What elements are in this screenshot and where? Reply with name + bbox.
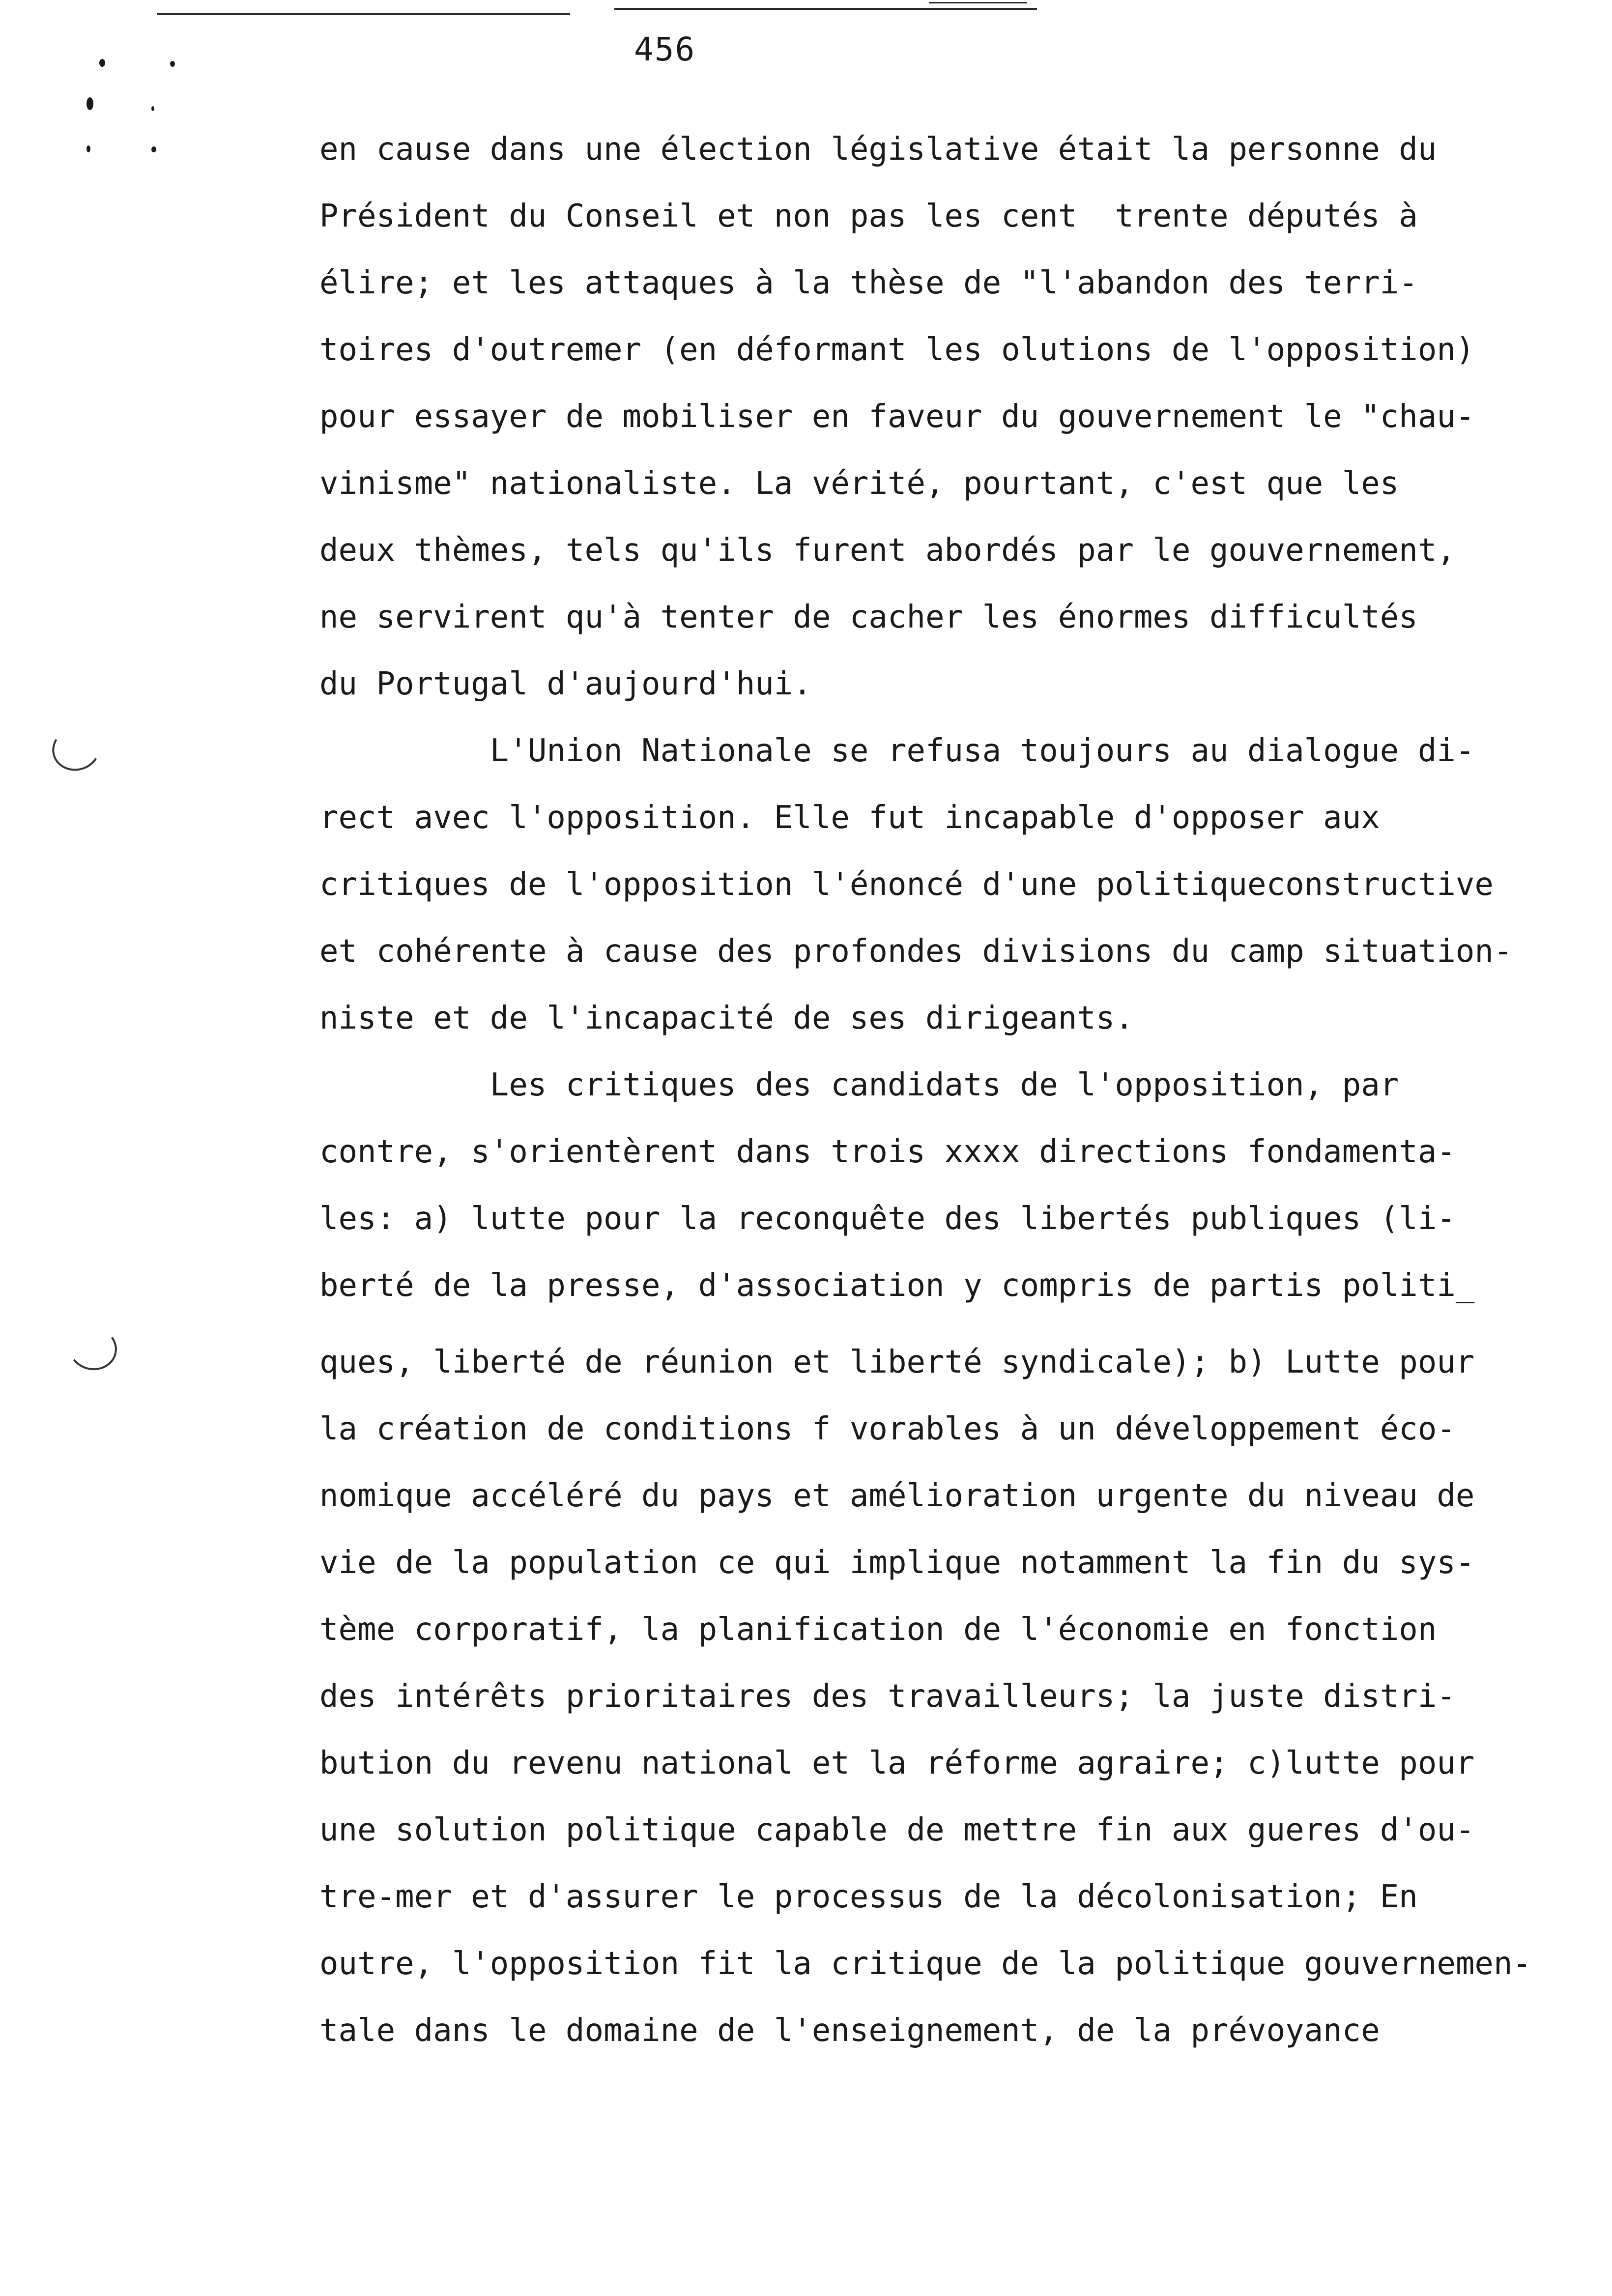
text-line: tale dans le domaine de l'enseignement, de la prévoyance	[319, 2012, 1380, 2049]
text-line: du Portugal d'aujourd'hui.	[319, 666, 812, 702]
text-line: outre, l'opposition fit la critique de la politique gouvernemen-	[319, 1946, 1531, 1982]
margin-dot	[151, 146, 156, 152]
text-line: deux thèmes, tels qu'ils furent abordés par le gouvernement,	[319, 532, 1456, 569]
text-line: Président du Conseil et non pas les cent trente députés à	[319, 198, 1418, 234]
text-line: vinisme" nationaliste. La vérité, pourtant, c'est que les	[319, 465, 1399, 502]
text-line: vie de la population ce qui implique notamment la fin du sys-	[319, 1545, 1475, 1581]
text-line: nomique accéléré du pays et amélioration urgente du niveau de	[319, 1478, 1475, 1514]
text-line: tre-mer et d'assurer le processus de la décolonisation; En	[319, 1879, 1418, 1915]
text-line: ne servirent qu'à tenter de cacher les énormes difficultés	[319, 599, 1418, 635]
text-line: des intérêts prioritaires des travailleurs; la juste distri-	[319, 1678, 1456, 1715]
text-line: Les critiques des candidats de l'opposition, par	[319, 1067, 1399, 1103]
text-line: toires d'outremer (en déformant les olutions de l'opposition)	[319, 332, 1475, 368]
top-rule-right	[929, 2, 1027, 3]
margin-dot	[170, 61, 175, 67]
top-rule-left	[157, 13, 570, 15]
text-line: tème corporatif, la planification de l'économie en fonction	[319, 1611, 1437, 1648]
margin-curve	[47, 722, 105, 776]
text-line: pour essayer de mobiliser en faveur du gouvernement le "chau-	[319, 399, 1475, 435]
margin-dot	[86, 97, 93, 110]
text-line: L'Union Nationale se refusa toujours au dialogue di-	[319, 733, 1475, 769]
text-line: les: a) lutte pour la reconquête des libertés publiques (li-	[319, 1201, 1456, 1237]
margin-dot	[99, 59, 105, 67]
text-line: ques, liberté de réunion et liberté syndicale); b) Lutte pour	[319, 1344, 1475, 1380]
margin-dot	[151, 106, 154, 111]
text-line: la création de conditions f vorables à un développement éco-	[319, 1411, 1456, 1447]
text-line: niste et de l'incapacité de ses dirigeants.	[319, 1000, 1134, 1036]
top-rule-middle	[614, 8, 1037, 10]
text-line: critiques de l'opposition l'énoncé d'une politiqueconstructive	[319, 866, 1494, 903]
text-line: une solution politique capable de mettre fin aux gueres d'ou-	[319, 1812, 1475, 1848]
text-line: élire; et les attaques à la thèse de "l'abandon des terri-	[319, 265, 1418, 301]
text-line: contre, s'orientèrent dans trois xxxx directions fondamenta-	[319, 1134, 1456, 1170]
text-line: rect avec l'opposition. Elle fut incapable d'opposer aux	[319, 800, 1380, 836]
text-line: en cause dans une élection législative était la personne du	[319, 131, 1437, 168]
margin-curve	[65, 1323, 120, 1374]
margin-dot	[86, 145, 90, 152]
text-line: bution du revenu national et la réforme agraire; c)lutte pour	[319, 1745, 1475, 1781]
text-line: berté de la presse, d'association y compris de partis politi_	[319, 1267, 1475, 1304]
text-line: et cohérente à cause des profondes divisions du camp situation-	[319, 933, 1513, 970]
page-number: 456	[634, 30, 696, 68]
